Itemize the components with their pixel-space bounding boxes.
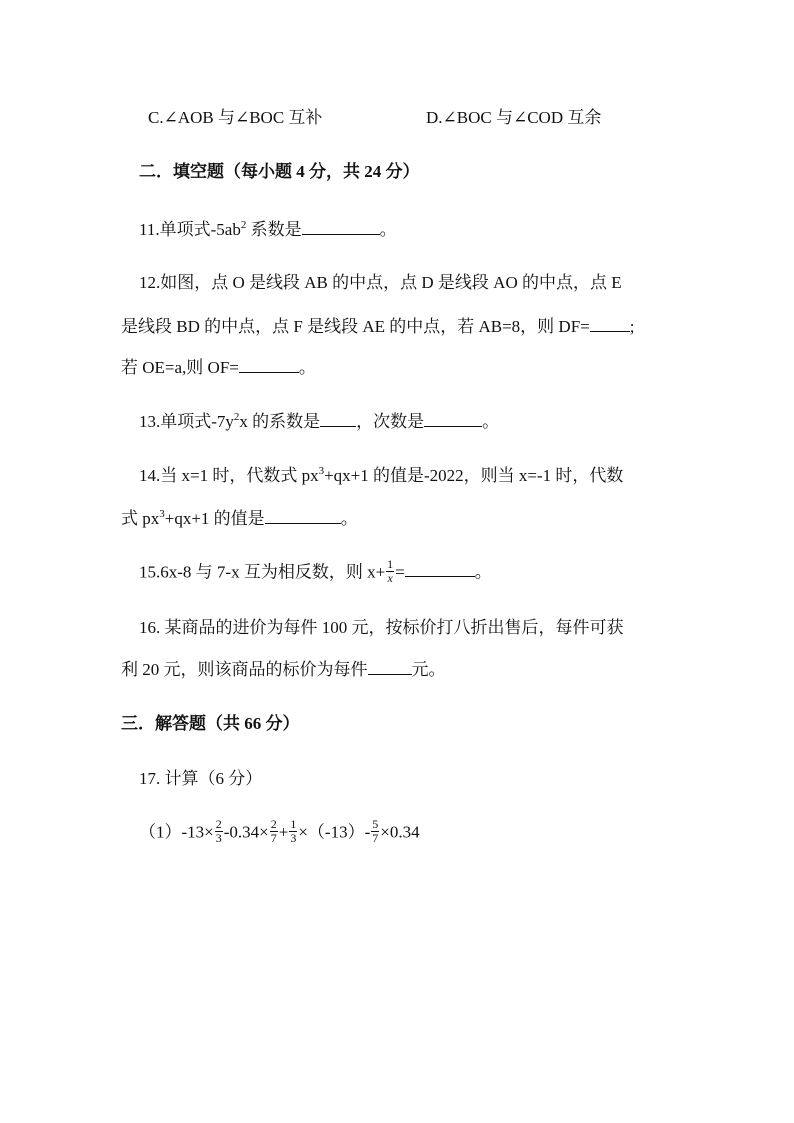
q17-fraction-2-numerator: 2 [270, 817, 277, 831]
q14-line-1-text: 14.当 x=1 时，代数式 px [139, 466, 319, 485]
q15-equals: = [395, 562, 405, 582]
q17-fraction-4 [371, 818, 379, 845]
q14-answer-blank[interactable] [265, 507, 341, 524]
q15-fraction-numerator: 1 [387, 557, 394, 571]
q16-end: 元。 [411, 660, 446, 679]
q13-degree-blank[interactable] [424, 410, 482, 427]
question-14-line-1 [139, 465, 623, 487]
q14-line-1-text-post: +qx+1 的值是-2022，则当 x=-1 时，代数 [324, 466, 624, 485]
q17-fraction-4-numerator: 5 [372, 817, 379, 831]
q16-answer-blank[interactable] [368, 658, 412, 675]
section-2-title: 二．填空题（每小题 4 分，共 24 分） [139, 162, 420, 181]
q11-text-post: 系数是 [246, 220, 302, 239]
question-11 [139, 218, 397, 241]
q17-part-1: （1）-13× [139, 822, 214, 842]
question-12-line-2 [121, 315, 635, 338]
q17-part-2: -0.34× [223, 822, 269, 842]
question-12-line-3 [121, 356, 316, 379]
q17-fraction-1-numerator: 2 [215, 817, 222, 831]
q12-of-answer-blank[interactable] [239, 356, 299, 373]
section-3-title: 三．解答题（共 66 分） [121, 714, 300, 733]
q13-text: 13.单项式-7y [139, 412, 234, 431]
q13-text-mid2: ，次数是 [356, 412, 425, 431]
q14-line-2-text-post: +qx+1 的值是 [164, 509, 265, 528]
q11-answer-blank[interactable] [302, 218, 380, 235]
q16-line-2-text: 利 20 元，则该商品的标价为每件 [121, 660, 368, 679]
q17-part-5: ×0.34 [380, 822, 420, 842]
q14-line-2-text: 式 px [121, 509, 160, 528]
q12-line-3-text: 若 OE=a,则 OF= [121, 358, 239, 377]
question-17-title: 17. 计算（6 分） [139, 769, 263, 788]
q17-fraction-1 [215, 818, 223, 845]
q17-fraction-2 [270, 818, 278, 845]
q11-text: 11.单项式-5ab [139, 220, 241, 239]
q17-part-4: ×（-13）- [298, 822, 371, 842]
q15-text: 15.6x-8 与 7-x 互为相反数，则 x+ [139, 562, 386, 582]
q12-line-3-end: 。 [298, 358, 316, 377]
q15-fraction-denominator: x [387, 571, 393, 585]
q13-end: 。 [482, 412, 500, 431]
question-12-line-1: 12.如图，点 O 是线段 AB 的中点，点 D 是线段 AO 的中点，点 E [139, 273, 622, 292]
question-14-line-2 [121, 507, 358, 530]
q12-line-2-text: 是线段 BD 的中点，点 F 是线段 AE 的中点，若 AB=8，则 DF= [121, 317, 590, 336]
question-17-expression [139, 817, 420, 847]
q15-answer-blank[interactable] [405, 560, 475, 577]
question-16-line-1: 16. 某商品的进价为每件 100 元，按标价打八折出售后，每件可获 [139, 618, 624, 637]
q17-fraction-4-denominator: 7 [372, 831, 379, 845]
question-15 [139, 557, 492, 587]
option-d: D.∠BOC 与∠COD 互余 [426, 108, 602, 127]
option-c: C.∠AOB 与∠BOC 互补 [148, 108, 323, 127]
q11-end: 。 [379, 220, 397, 239]
q14-line-1-exponent: 3 [318, 465, 325, 477]
q12-df-answer-blank[interactable] [590, 315, 630, 332]
q17-part-3: + [278, 822, 289, 842]
q17-fraction-3-numerator: 1 [290, 817, 297, 831]
question-13 [139, 410, 499, 433]
q15-fraction [386, 558, 394, 585]
q13-text-mid: x 的系数是 [239, 412, 321, 431]
q14-end: 。 [340, 509, 358, 528]
q17-fraction-3-denominator: 3 [290, 831, 297, 845]
q17-fraction-2-denominator: 7 [270, 831, 277, 845]
question-16-line-2 [121, 658, 446, 681]
q13-exponent: 2 [233, 411, 240, 423]
q17-fraction-3 [289, 818, 297, 845]
q13-coefficient-blank[interactable] [320, 410, 356, 427]
q15-end: 。 [474, 562, 492, 582]
q14-line-2-exponent: 3 [159, 508, 165, 520]
q12-line-2-end: ; [629, 317, 635, 336]
q11-exponent: 2 [240, 219, 247, 231]
q17-fraction-1-denominator: 3 [215, 831, 222, 845]
